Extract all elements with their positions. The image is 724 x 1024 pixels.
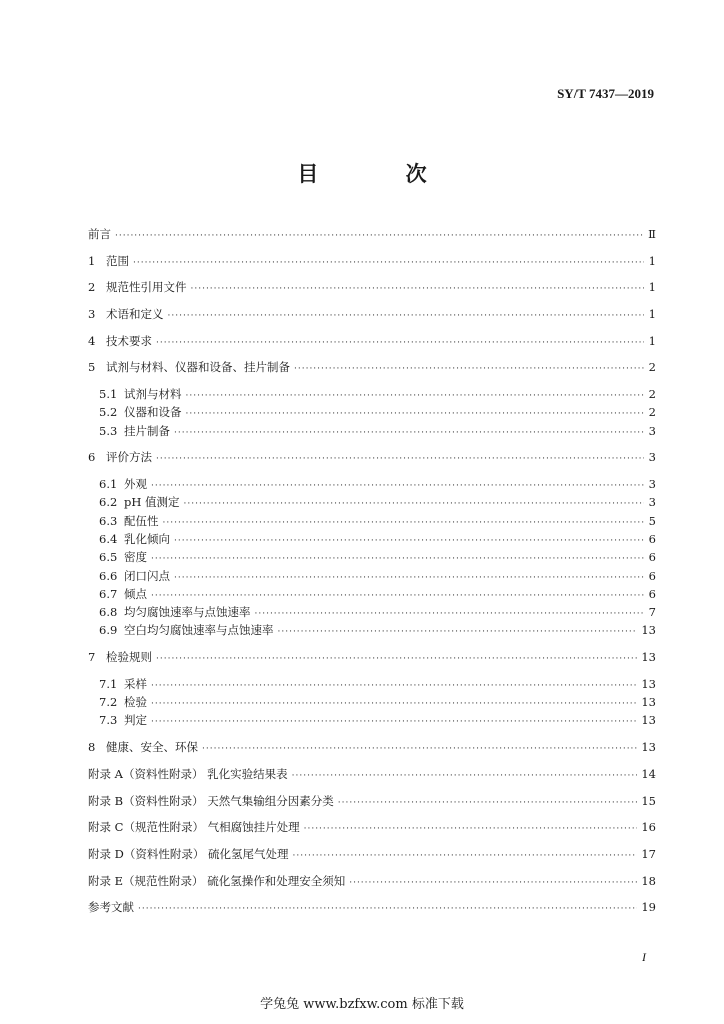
- page-title: 目 次: [297, 161, 467, 186]
- page-number: I: [642, 950, 646, 964]
- toc-entry-page: 13: [641, 676, 656, 691]
- toc-leader-dots: [191, 280, 645, 298]
- toc-entry-page: 1: [648, 280, 656, 295]
- toc-entry[interactable]: [88, 305, 656, 323]
- toc-entry-number: 7.3: [99, 713, 118, 728]
- toc-entry-page: 3: [648, 423, 656, 438]
- toc-entry-page: 3: [648, 495, 656, 510]
- toc-entry-number: 6.8: [99, 605, 118, 620]
- toc-entry-page: 13: [641, 713, 656, 728]
- toc-entry-page: 13: [641, 695, 656, 710]
- toc-entry-label: 外观: [124, 477, 147, 492]
- toc-entry-page: 17: [641, 846, 656, 861]
- toc-entry[interactable]: [88, 278, 656, 296]
- footer-watermark: 学兔兔 www.bzfxw.com 标准下载: [260, 997, 464, 1012]
- toc-entry[interactable]: [88, 621, 656, 639]
- toc-entry-page: 14: [641, 766, 656, 781]
- toc-entry[interactable]: [88, 225, 656, 243]
- toc-leader-dots: [163, 514, 645, 532]
- toc-entry[interactable]: [88, 403, 656, 421]
- toc-entry-label: 检验: [124, 695, 147, 710]
- toc-entry-number: 7.2: [99, 695, 118, 710]
- toc-entry-label: 仪器和设备: [124, 405, 182, 420]
- toc-entry-page: 15: [641, 793, 656, 808]
- standard-code: SY/T 7437—2019: [557, 86, 654, 101]
- toc-leader-dots: [294, 360, 644, 378]
- toc-entry-label: 采样: [124, 676, 147, 691]
- toc-entry[interactable]: [88, 818, 656, 836]
- toc-entry-page: 1: [648, 253, 656, 268]
- toc-entry-number: 6.2: [99, 495, 118, 510]
- toc-entry[interactable]: [88, 385, 656, 403]
- toc-entry-page: 6: [648, 531, 656, 546]
- toc-entry-label: 密度: [124, 550, 147, 565]
- toc-entry[interactable]: [88, 675, 656, 693]
- toc-leader-dots: [174, 569, 644, 587]
- toc-entry-label: 均匀腐蚀速率与点蚀速率: [124, 605, 251, 620]
- toc-entry-label: 试剂与材料、仪器和设备、挂片制备: [106, 360, 290, 375]
- toc-entry-label: 规范性引用文件: [106, 280, 187, 295]
- toc-entry-number: 6.9: [99, 623, 118, 638]
- toc-entry-number: 6.1: [99, 477, 118, 492]
- toc-leader-dots: [202, 740, 637, 758]
- toc-entry-page: 1: [648, 333, 656, 348]
- toc-leader-dots: [168, 307, 645, 325]
- toc-entry-number: 5: [88, 360, 96, 375]
- toc-entry-page: 2: [648, 405, 656, 420]
- toc-entry-label: 乳化倾向: [124, 531, 170, 546]
- toc-leader-dots: [304, 820, 638, 838]
- toc-entry-page: 13: [641, 623, 656, 638]
- toc-entry-page: 2: [648, 387, 656, 402]
- toc-entry-page: 6: [648, 550, 656, 565]
- toc-leader-dots: [174, 532, 644, 550]
- toc-entry-number: 5.3: [99, 423, 118, 438]
- toc-leader-dots: [151, 695, 637, 713]
- toc-entry-page: 3: [648, 450, 656, 465]
- toc-entry-page: 19: [641, 900, 656, 915]
- toc-entry-number: 7: [88, 650, 96, 665]
- toc-entry-page: 7: [648, 605, 656, 620]
- toc-leader-dots: [151, 477, 644, 495]
- toc-entry[interactable]: [88, 448, 656, 466]
- toc-entry-label: 术语和定义: [106, 307, 164, 322]
- toc-leader-dots: [186, 387, 645, 405]
- toc-entry[interactable]: [88, 845, 656, 863]
- toc-entry-page: 6: [648, 568, 656, 583]
- toc-entry-page: 3: [648, 477, 656, 492]
- toc-entry-label: 范围: [106, 253, 129, 268]
- toc-entry[interactable]: [88, 512, 656, 530]
- toc-leader-dots: [184, 495, 644, 513]
- toc-entry-label: 挂片制备: [124, 423, 170, 438]
- toc-leader-dots: [338, 794, 638, 812]
- toc-entry[interactable]: [88, 738, 656, 756]
- toc-entry[interactable]: [88, 422, 656, 440]
- toc-entry[interactable]: [88, 252, 656, 270]
- toc-leader-dots: [292, 767, 638, 785]
- toc-entry-label: 附录 E（规范性附录） 硫化氢操作和处理安全须知: [88, 873, 346, 888]
- toc-leader-dots: [156, 334, 644, 352]
- toc-entry-label: 附录 B（资料性附录） 天然气集输组分因素分类: [88, 793, 334, 808]
- toc-entry-number: 6.5: [99, 550, 118, 565]
- toc-entry-label: 健康、安全、环保: [106, 740, 198, 755]
- toc-entry-label: 试剂与材料: [124, 387, 182, 402]
- toc-entry-number: 6.6: [99, 568, 118, 583]
- toc-entry-page: 1: [648, 307, 656, 322]
- toc-leader-dots: [186, 405, 645, 423]
- toc-entry-label: 附录 C（规范性附录） 气相腐蚀挂片处理: [88, 820, 300, 835]
- toc-entry-number: 8: [88, 740, 96, 755]
- toc-entry[interactable]: [88, 711, 656, 729]
- toc-leader-dots: [151, 550, 644, 568]
- toc-entry-label: 参考文献: [88, 900, 134, 915]
- toc-entry-page: 6: [648, 586, 656, 601]
- toc-entry-label: 技术要求: [106, 333, 152, 348]
- toc-entry-label: pH 值测定: [124, 495, 180, 510]
- toc-leader-dots: [255, 605, 645, 623]
- toc-entry-label: 判定: [124, 713, 147, 728]
- toc-leader-dots: [138, 900, 637, 918]
- toc-entry-label: 前言: [88, 227, 111, 241]
- toc-leader-dots: [156, 450, 644, 468]
- toc-leader-dots: [349, 874, 637, 892]
- toc-entry-number: 6.4: [99, 531, 118, 546]
- toc-entry-label: 配伍性: [124, 513, 159, 528]
- toc-entry-number: 6: [88, 450, 96, 465]
- toc-leader-dots: [174, 424, 644, 442]
- toc-entry-label: 检验规则: [106, 650, 152, 665]
- toc-entry[interactable]: [88, 765, 656, 783]
- toc-entry[interactable]: [88, 332, 656, 350]
- toc-entry[interactable]: [88, 872, 656, 890]
- toc-entry[interactable]: [88, 530, 656, 548]
- toc-entry-page: Ⅱ: [648, 227, 656, 241]
- toc-entry-number: 7.1: [99, 676, 118, 691]
- toc-entry-page: 5: [648, 513, 656, 528]
- toc-entry-label: 附录 A（资料性附录） 乳化实验结果表: [88, 766, 288, 781]
- toc-entry-number: 3: [88, 307, 96, 322]
- toc-entry[interactable]: [88, 585, 656, 603]
- toc-entry-label: 倾点: [124, 586, 147, 601]
- toc-entry[interactable]: [88, 898, 656, 916]
- toc-leader-dots: [115, 227, 644, 245]
- toc-entry-number: 6.3: [99, 513, 118, 528]
- toc-entry[interactable]: [88, 693, 656, 711]
- toc-leader-dots: [278, 623, 638, 641]
- toc-entry-label: 闭口闪点: [124, 568, 170, 583]
- toc-entry-number: 1: [88, 253, 96, 268]
- toc-entry-number: 2: [88, 280, 96, 295]
- toc-leader-dots: [293, 847, 638, 865]
- toc-entry[interactable]: [88, 648, 656, 666]
- toc-entry-page: 16: [641, 820, 656, 835]
- toc-leader-dots: [156, 650, 637, 668]
- toc-entry-label: 空白均匀腐蚀速率与点蚀速率: [124, 623, 274, 638]
- toc-entry[interactable]: [88, 475, 656, 493]
- toc-entry-page: 2: [648, 360, 656, 375]
- toc-entry[interactable]: [88, 548, 656, 566]
- toc-entry[interactable]: [88, 792, 656, 810]
- toc-leader-dots: [133, 254, 644, 272]
- toc-entry-label: 评价方法: [106, 450, 152, 465]
- toc-entry-number: 4: [88, 333, 96, 348]
- toc-entry[interactable]: [88, 358, 656, 376]
- toc-entry-page: 13: [641, 650, 656, 665]
- toc-entry-page: 13: [641, 740, 656, 755]
- toc-entry[interactable]: [88, 493, 656, 511]
- toc-leader-dots: [151, 713, 637, 731]
- toc-entry-number: 5.2: [99, 405, 118, 420]
- toc-entry-number: 5.1: [99, 387, 118, 402]
- toc-leader-dots: [151, 677, 637, 695]
- toc-entry-number: 6.7: [99, 586, 118, 601]
- toc-entry-page: 18: [641, 873, 656, 888]
- toc-entry-label: 附录 D（资料性附录） 硫化氢尾气处理: [88, 846, 289, 861]
- toc-entry[interactable]: [88, 603, 656, 621]
- toc-entry[interactable]: [88, 567, 656, 585]
- table-of-contents: [88, 225, 656, 917]
